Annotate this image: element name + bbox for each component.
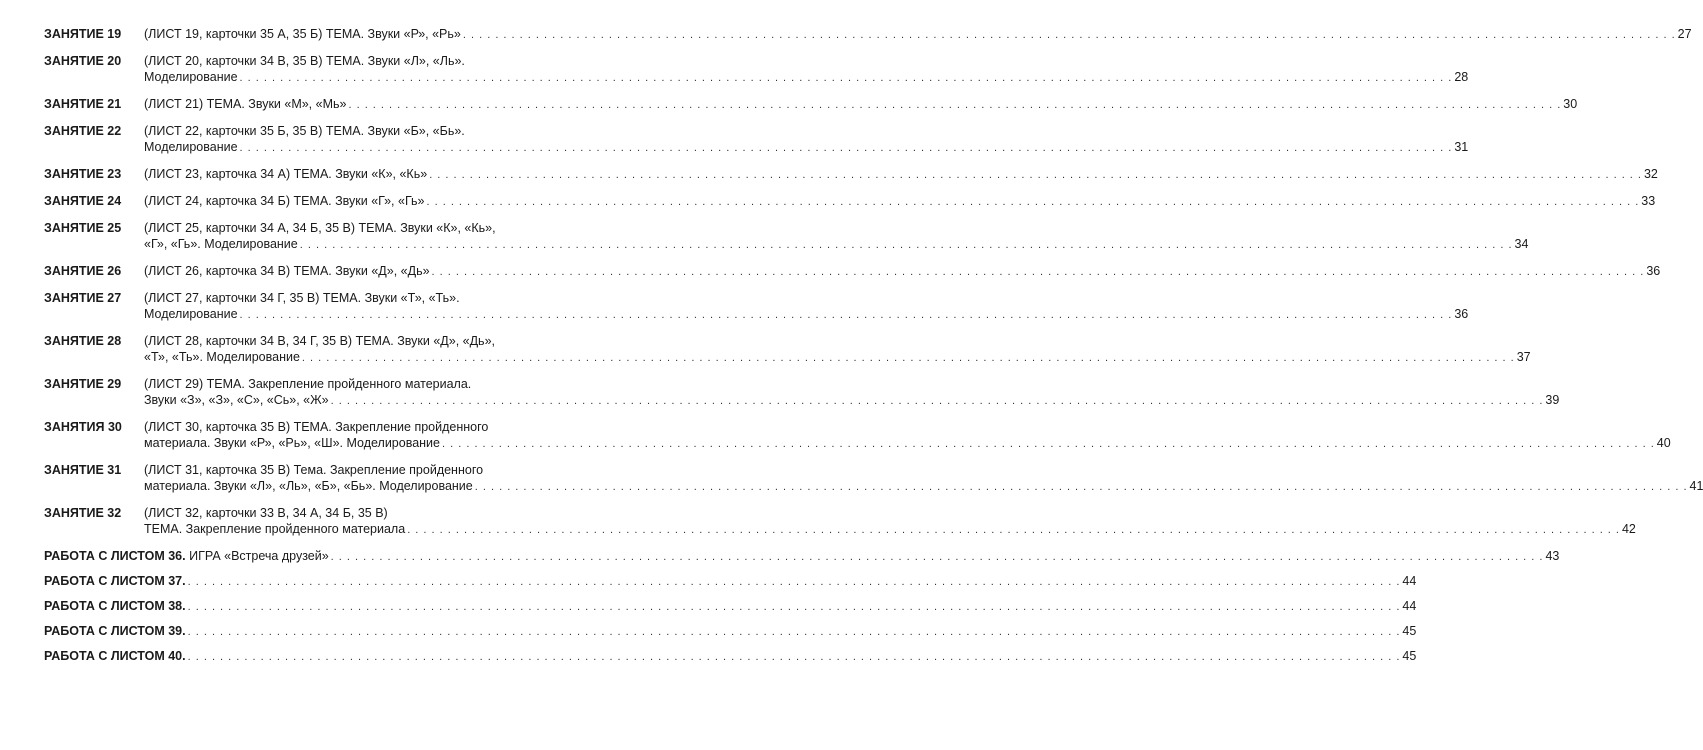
line-text: Моделирование (144, 307, 238, 321)
description-line (144, 96, 1578, 113)
work-label: РАБОТА С ЛИСТОМ 38. (44, 599, 186, 613)
dot-leader (240, 140, 1453, 156)
description-line (144, 435, 1671, 452)
description-line (144, 193, 1656, 210)
toc-entry (44, 53, 1469, 86)
page-number: 28 (1454, 70, 1469, 84)
toc-entry (44, 96, 1578, 113)
line-text: (ЛИСТ 30, карточка 35 В) ТЕМА. Закрепление пройденного (144, 420, 489, 434)
dot-leader (188, 649, 1401, 665)
lesson-label: ЗАНЯТИЕ 22 (44, 124, 122, 138)
lesson-label: ЗАНЯТИЕ 26 (44, 264, 122, 278)
lesson-description (144, 263, 1661, 280)
toc-entry (44, 573, 1417, 590)
work-label: РАБОТА С ЛИСТОМ 40. (44, 649, 186, 663)
dot-leader (240, 307, 1453, 323)
description-line (144, 392, 1560, 409)
work-label: РАБОТА С ЛИСТОМ 39. (44, 624, 186, 638)
lesson-list (44, 26, 1703, 538)
toc-entry (44, 419, 1671, 452)
description-line (144, 333, 540, 349)
page-number: 40 (1656, 436, 1671, 450)
page-number: 43 (1545, 549, 1560, 563)
page-number: 30 (1563, 97, 1578, 111)
description-line (144, 290, 540, 306)
line-text: (ЛИСТ 21) ТЕМА. Звуки «М», «Мь» (144, 97, 347, 111)
toc-entry (44, 462, 1703, 495)
page-number: 44 (1402, 599, 1417, 613)
line-text: (ЛИСТ 22, карточки 35 Б, 35 В) ТЕМА. Звуки «Б», «Бь». (144, 124, 465, 138)
description-line (144, 139, 1469, 156)
page-number: 44 (1402, 574, 1417, 588)
toc-entry (44, 166, 1658, 183)
page-number: 36 (1646, 264, 1661, 278)
lesson-label: ЗАНЯТИЕ 23 (44, 167, 122, 181)
lesson-label: ЗАНЯТИЕ 28 (44, 334, 122, 348)
description-line (144, 166, 1658, 183)
lesson-description (144, 53, 1469, 86)
lesson-label: ЗАНЯТИЕ 21 (44, 97, 122, 111)
toc-entry (44, 376, 1560, 409)
page-number: 45 (1402, 649, 1417, 663)
description-line (144, 521, 1636, 538)
lesson-label: ЗАНЯТИЕ 20 (44, 54, 122, 68)
line-text: (ЛИСТ 20, карточки 34 В, 35 В) ТЕМА. Звуки «Л», «Ль». (144, 54, 465, 68)
line-text: (ЛИСТ 28, карточки 34 В, 34 Г, 35 В) ТЕМА. Звуки «Д», «Дь», (144, 334, 495, 348)
line-text: Моделирование (144, 70, 238, 84)
description-line (144, 505, 540, 521)
lesson-label: ЗАНЯТИЕ 24 (44, 194, 122, 208)
dot-leader (302, 350, 1515, 366)
lesson-description (144, 123, 1469, 156)
lesson-description (144, 290, 1469, 323)
work-label: РАБОТА С ЛИСТОМ 37. (44, 574, 186, 588)
page-number: 31 (1454, 140, 1469, 154)
page-number: 36 (1454, 307, 1469, 321)
toc-entry (44, 623, 1417, 640)
toc-entry (44, 648, 1417, 665)
lesson-description (144, 505, 1636, 538)
lesson-description (144, 193, 1656, 210)
dot-leader (188, 574, 1401, 590)
dot-leader (442, 436, 1655, 452)
dot-leader (463, 27, 1676, 43)
dot-leader (331, 549, 1544, 565)
lesson-description (144, 220, 1529, 253)
toc-entry (44, 290, 1469, 323)
description-line (44, 598, 1416, 615)
toc-entry (44, 505, 1636, 538)
description-line (144, 306, 1469, 323)
lesson-label: ЗАНЯТИЯ 30 (44, 420, 122, 434)
table-of-contents (44, 26, 1703, 673)
dot-leader (429, 167, 1642, 183)
description-line (144, 349, 1531, 366)
work-title (44, 573, 186, 589)
lesson-description (144, 26, 1692, 43)
description-line (144, 220, 540, 236)
lesson-description (144, 419, 1671, 452)
work-title (44, 548, 329, 564)
toc-entry (44, 220, 1529, 253)
toc-entry (44, 193, 1656, 210)
line-text: (ЛИСТ 27, карточки 34 Г, 35 В) ТЕМА. Звуки «Т», «Ть». (144, 291, 460, 305)
description-line (144, 123, 540, 139)
description-line (144, 53, 540, 69)
toc-entry (44, 548, 1560, 565)
description-line (144, 376, 540, 392)
toc-entry (44, 26, 1692, 43)
line-text: Звуки «З», «З», «С», «Сь», «Ж» (144, 393, 329, 407)
lesson-description (144, 376, 1560, 409)
page-number: 27 (1677, 27, 1692, 41)
description-line (144, 478, 1703, 495)
dot-leader (188, 624, 1401, 640)
toc-entry (44, 123, 1469, 156)
description-line (144, 419, 540, 435)
lesson-label: ЗАНЯТИЕ 32 (44, 506, 122, 520)
line-text: (ЛИСТ 31, карточка 35 В) Тема. Закрепление пройденного (144, 463, 484, 477)
dot-leader (331, 393, 1544, 409)
page-number: 42 (1621, 522, 1636, 536)
dot-leader (188, 599, 1401, 615)
work-title (44, 598, 186, 614)
line-text: (ЛИСТ 26, карточка 34 В) ТЕМА. Звуки «Д», «Дь» (144, 264, 430, 278)
lesson-description (144, 96, 1578, 113)
description-line (44, 623, 1416, 640)
lesson-label: ЗАНЯТИЕ 29 (44, 377, 122, 391)
page-number: 45 (1402, 624, 1417, 638)
page-number: 33 (1641, 194, 1656, 208)
lesson-label: ЗАНЯТИЕ 25 (44, 221, 122, 235)
page-number: 32 (1643, 167, 1658, 181)
line-text: (ЛИСТ 32, карточки 33 В, 34 А, 34 Б, 35 В) (144, 506, 388, 520)
work-text: ИГРА «Встреча друзей» (185, 549, 329, 563)
lesson-description (144, 166, 1658, 183)
dot-leader (240, 70, 1453, 86)
toc-entry (44, 598, 1417, 615)
lesson-description (144, 462, 1703, 495)
work-title (44, 623, 186, 639)
lesson-label: ЗАНЯТИЕ 31 (44, 463, 122, 477)
lesson-label: ЗАНЯТИЕ 19 (44, 27, 122, 41)
line-text: (ЛИСТ 29) ТЕМА. Закрепление пройденного материала. (144, 377, 472, 391)
description-line (44, 648, 1416, 665)
page-number: 41 (1689, 479, 1703, 493)
line-text: (ЛИСТ 19, карточки 35 А, 35 Б) ТЕМА. Звуки «Р», «Рь» (144, 27, 461, 41)
page-number: 39 (1545, 393, 1560, 407)
description-line (144, 69, 1469, 86)
lesson-label: ЗАНЯТИЕ 27 (44, 291, 122, 305)
line-text: (ЛИСТ 25, карточки 34 А, 34 Б, 35 В) ТЕМА. Звуки «К», «Кь», (144, 221, 496, 235)
dot-leader (426, 194, 1639, 210)
description-line (144, 263, 1661, 280)
line-text: «Г», «Гь». Моделирование (144, 237, 298, 251)
dot-leader (475, 479, 1688, 495)
description-line (44, 548, 1559, 565)
description-line (144, 26, 1692, 43)
description-line (144, 462, 540, 478)
line-text: материала. Звуки «Л», «Ль», «Б», «Бь». Моделирование (144, 479, 473, 493)
dot-leader (348, 97, 1561, 113)
toc-entry (44, 333, 1531, 366)
description-line (44, 573, 1416, 590)
dot-leader (300, 237, 1513, 253)
description-line (144, 236, 1529, 253)
dot-leader (432, 264, 1645, 280)
page-number: 34 (1514, 237, 1529, 251)
line-text: (ЛИСТ 24, карточка 34 Б) ТЕМА. Звуки «Г», «Гь» (144, 194, 425, 208)
line-text: Моделирование (144, 140, 238, 154)
work-title (44, 648, 186, 664)
line-text: (ЛИСТ 23, карточка 34 А) ТЕМА. Звуки «К», «Кь» (144, 167, 428, 181)
toc-entry (44, 263, 1661, 280)
line-text: ТЕМА. Закрепление пройденного материала (144, 522, 406, 536)
line-text: материала. Звуки «Р», «Рь», «Ш». Моделирование (144, 436, 440, 450)
work-label: РАБОТА С ЛИСТОМ 36. (44, 549, 186, 563)
dot-leader (407, 522, 1620, 538)
lesson-description (144, 333, 1531, 366)
page-number: 37 (1516, 350, 1531, 364)
line-text: «Т», «Ть». Моделирование (144, 350, 300, 364)
worksheet-list (44, 548, 1560, 665)
